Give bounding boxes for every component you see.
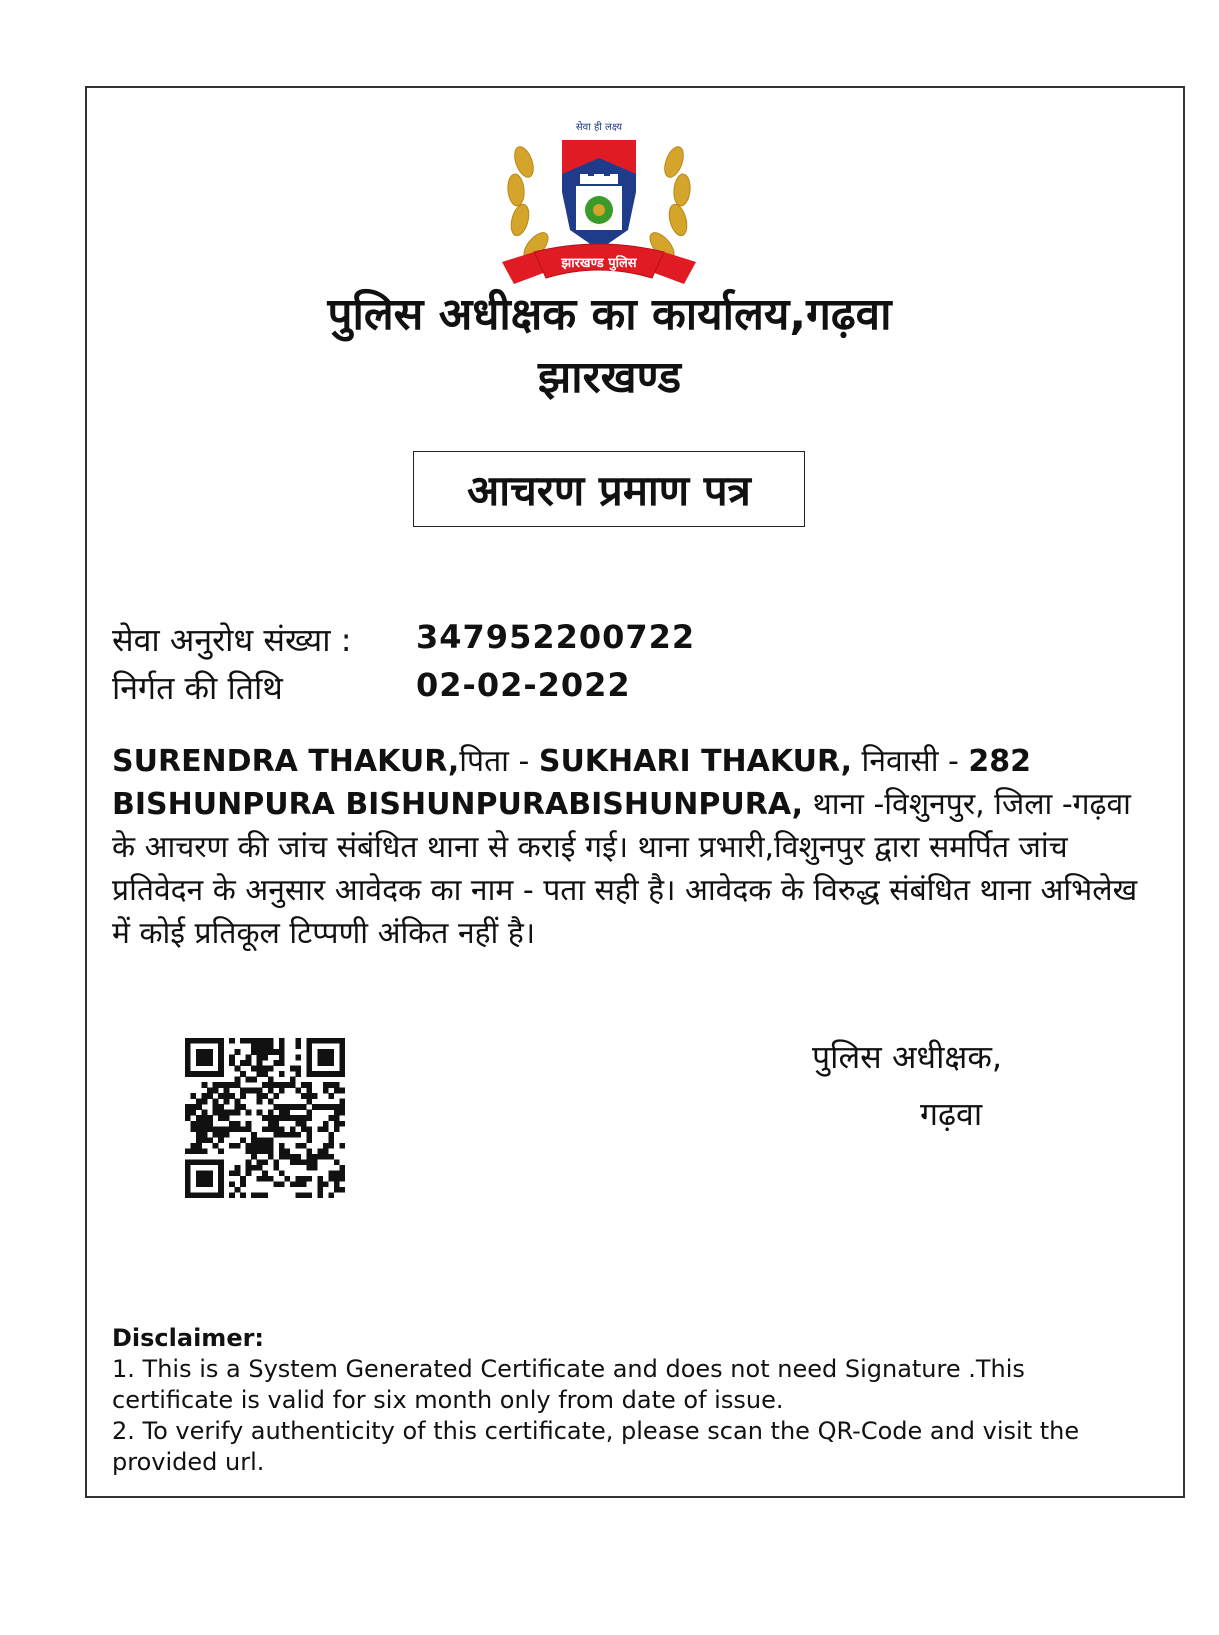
father-name: SUKHARI THAKUR, bbox=[538, 744, 853, 779]
father-label: पिता - bbox=[459, 744, 539, 779]
issue-date: 02-02-2022 bbox=[416, 666, 631, 704]
disclaimer-point-1: 1. This is a System Generated Certificate and does not need Signature .This certificate is valid for six month only from date of issue. bbox=[112, 1355, 1025, 1414]
disclaimer bbox=[112, 1323, 1152, 1478]
verification-text: थाना -विशुनपुर, जिला -गढ़वा के आचरण की जांच संबंधित थाना से कराई गई। थाना प्रभारी,विशुनपुर द्वारा समर्पित जांच प्रतिवेदन के अनुसार आवेदक का नाम - पता सही है। आवेदक के विरुद्ध संबंधित थाना अभिलेख में कोई प्रतिकूल टिप्पणी अंकित नहीं है। bbox=[112, 787, 1138, 951]
certificate-body bbox=[112, 740, 1162, 955]
resident-label: निवासी - bbox=[852, 744, 969, 779]
svg-text:झारखण्ड पुलिस: झारखण्ड पुलिस bbox=[561, 256, 637, 271]
jharkhand-police-emblem bbox=[494, 112, 704, 294]
disclaimer-heading: Disclaimer: bbox=[112, 1324, 265, 1352]
qr-code[interactable] bbox=[185, 1038, 345, 1198]
signatory-place: गढ़वा bbox=[920, 1095, 983, 1133]
applicant-name: SURENDRA THAKUR, bbox=[112, 744, 460, 779]
issue-date-label: निर्गत की तिथि bbox=[112, 669, 283, 707]
request-number-label: सेवा अनुरोध संख्या : bbox=[112, 621, 352, 659]
office-name: पुलिस अधीक्षक का कार्यालय,गढ़वा bbox=[327, 289, 892, 340]
request-number: 347952200722 bbox=[416, 618, 696, 656]
certificate-title: आचरण प्रमाण पत्र bbox=[413, 451, 805, 527]
disclaimer-point-2: 2. To verify authenticity of this certificate, please scan the QR-Code and visit the provided url. bbox=[112, 1417, 1080, 1476]
svg-text:सेवा ही लक्ष्य: सेवा ही लक्ष्य bbox=[575, 122, 623, 133]
signatory-designation: पुलिस अधीक्षक, bbox=[812, 1038, 1003, 1076]
applicant-address: 282 BISHUNPURA BISHUNPURABISHUNPURA, bbox=[112, 744, 1031, 822]
office-state: झारखण्ड bbox=[537, 352, 682, 403]
